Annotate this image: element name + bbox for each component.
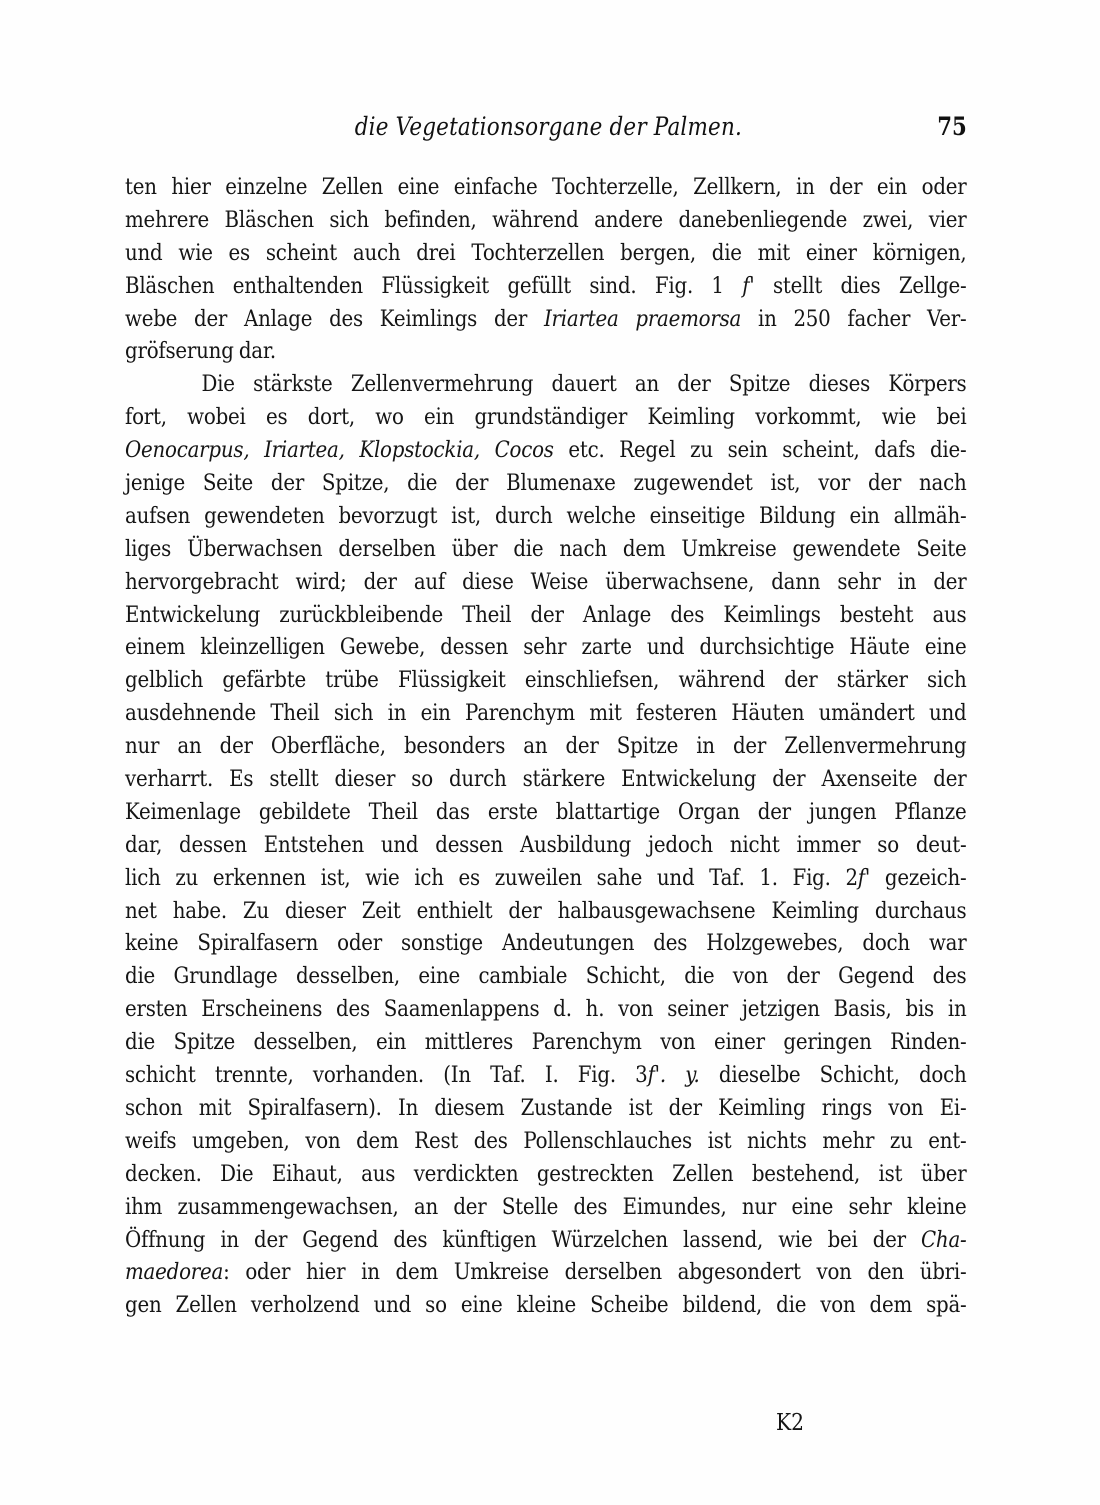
text-line <box>125 863 967 896</box>
text-run: und wie es scheint auch drei Tochterzellen bergen, die mit einer körnigen, <box>125 240 967 266</box>
text-line <box>125 961 967 994</box>
text-line <box>125 830 967 863</box>
text-line <box>125 600 967 633</box>
text-line <box>125 304 967 337</box>
text-run: nur an der Oberfläche, besonders an der Spitze in der Zellenvermehrung <box>125 734 967 760</box>
text-run: einem kleinzelligen Gewebe, dessen sehr zarte und durchsichtige Häute eine <box>125 635 967 661</box>
text-run: decken. Die Eihaut, aus verdickten gestreckten Zellen bestehend, ist über <box>125 1161 967 1187</box>
text-run: Die stärkste Zellenvermehrung dauert an der Spitze dieses Körpers <box>201 372 967 398</box>
text-run: keine Spiralfasern oder sonstige Andeutungen des Holzgewebes, doch war <box>125 931 967 957</box>
text-run: hervorgebracht wird; der auf diese Weise überwachsene, dann sehr in der <box>125 569 967 595</box>
text-line <box>125 567 967 600</box>
text-run: in 250 facher Ver- <box>741 306 967 332</box>
text-line <box>125 205 967 238</box>
text-line <box>125 172 967 205</box>
text-run: ausdehnende Theil sich in ein Parenchym mit festeren Häuten umändert und <box>125 701 967 727</box>
text-line <box>125 1290 967 1323</box>
text-line <box>125 402 967 435</box>
text-run: gen Zellen verholzend und so eine kleine Scheibe bildend, die von dem spä- <box>125 1293 967 1319</box>
italic-text: f' <box>742 273 755 299</box>
text-line <box>125 468 967 501</box>
text-run: die Grundlage desselben, eine cambiale Schicht, die von der Gegend des <box>125 964 967 990</box>
text-run: verharrt. Es stellt dieser so durch stärkere Entwickelung der Axenseite der <box>125 767 967 793</box>
italic-text: maedorea <box>125 1260 224 1286</box>
text-run: liges Überwachsen derselben über die nach dem Umkreise gewendete Seite <box>125 536 967 562</box>
text-line <box>125 1225 967 1258</box>
text-line <box>125 928 967 961</box>
text-line <box>125 501 967 534</box>
text-line <box>125 271 967 304</box>
text-run: dieselbe Schicht, doch <box>699 1063 967 1089</box>
text-run: stellt dies Zellge- <box>754 273 967 299</box>
text-line <box>125 665 967 698</box>
text-line <box>125 1159 967 1192</box>
text-run: Keimenlage gebildete Theil das erste blattartige Organ der jungen Pflanze <box>125 799 967 825</box>
signature-mark: K2 <box>776 1410 805 1436</box>
text-run: lich zu erkennen ist, wie ich es zuweilen sahe und Taf. 1. Fig. 2 <box>125 865 858 891</box>
text-run: Bläschen enthaltenden Flüssigkeit gefüllt sind. Fig. 1 <box>125 273 743 299</box>
text-line <box>125 1060 967 1093</box>
text-run: aufsen gewendeten bevorzugt ist, durch welche einseitige Bildung ein allmäh- <box>125 503 967 529</box>
text-run: ten hier einzelne Zellen eine einfache Tochterzelle, Zellkern, in der ein oder <box>125 175 967 200</box>
text-line <box>125 1093 967 1126</box>
text-line <box>125 1257 967 1290</box>
text-run: net habe. Zu dieser Zeit enthielt der halbausgewachsene Keimling durchaus <box>125 898 967 924</box>
text-line <box>125 1192 967 1225</box>
text-line <box>125 1027 967 1060</box>
text-run: ersten Erscheinens des Saamenlappens d. h. von seiner jetzigen Basis, bis in <box>125 997 967 1023</box>
italic-text: f'. y. <box>647 1063 700 1089</box>
text-run: weifs umgeben, von dem Rest des Pollenschlauches ist nichts mehr zu ent- <box>125 1128 967 1154</box>
text-run: webe der Anlage des Keimlings der <box>125 306 544 332</box>
text-run: Öffnung in der Gegend des künftigen Würzelchen lassend, wie bei der <box>125 1227 921 1253</box>
text-run: gezeich- <box>870 865 967 891</box>
text-line <box>125 632 967 665</box>
text-run: gröfserung dar. <box>125 339 277 365</box>
text-line <box>125 238 967 271</box>
text-run: : oder hier in dem Umkreise derselben abgesondert von den übri- <box>223 1260 967 1286</box>
text-run: dar, dessen Entstehen und dessen Ausbildung jedoch nicht immer so deut- <box>125 832 967 858</box>
body-text <box>125 172 967 1323</box>
italic-text: f' <box>857 865 871 891</box>
page-number: 75 <box>937 112 967 141</box>
italic-text: Cha- <box>920 1227 967 1253</box>
italic-text: Iriartea praemorsa <box>543 306 742 332</box>
text-line <box>125 534 967 567</box>
text-run: schicht trennte, vorhanden. (In Taf. I. Fig. 3 <box>125 1063 648 1089</box>
text-line <box>125 731 967 764</box>
text-run: ihm zusammengewachsen, an der Stelle des Eimundes, nur eine sehr kleine <box>125 1194 967 1220</box>
text-line <box>125 764 967 797</box>
text-run: jenige Seite der Spitze, die der Blumenaxe zugewendet ist, vor der nach <box>125 471 967 497</box>
text-run: fort, wobei es dort, wo ein grundständiger Keimling vorkommt, wie bei <box>125 405 967 431</box>
text-line <box>125 336 967 369</box>
text-line <box>125 369 967 402</box>
text-run: gelblich gefärbte trübe Flüssigkeit einschliefsen, während der stärker sich <box>125 668 967 694</box>
text-line <box>125 896 967 929</box>
text-line <box>125 435 967 468</box>
text-run: etc. Regel zu sein scheint, dafs die- <box>553 438 967 464</box>
italic-text: Oenocarpus, Iriartea, Klopstockia, Cocos <box>125 438 554 464</box>
running-head <box>125 112 967 148</box>
running-title: die Vegetationsorgane der Palmen. <box>354 112 742 141</box>
text-line <box>125 797 967 830</box>
text-run: die Spitze desselben, ein mittleres Parenchym von einer geringen Rinden- <box>125 1030 967 1056</box>
text-line <box>125 994 967 1027</box>
text-run: schon mit Spiralfasern). In diesem Zustande ist der Keimling rings von Ei- <box>125 1095 967 1121</box>
text-run: mehrere Bläschen sich befinden, während andere danebenliegende zwei, vier <box>125 207 967 233</box>
text-run: Entwickelung zurückbleibende Theil der Anlage des Keimlings besteht aus <box>125 602 967 628</box>
text-line <box>125 698 967 731</box>
text-line <box>125 1126 967 1159</box>
